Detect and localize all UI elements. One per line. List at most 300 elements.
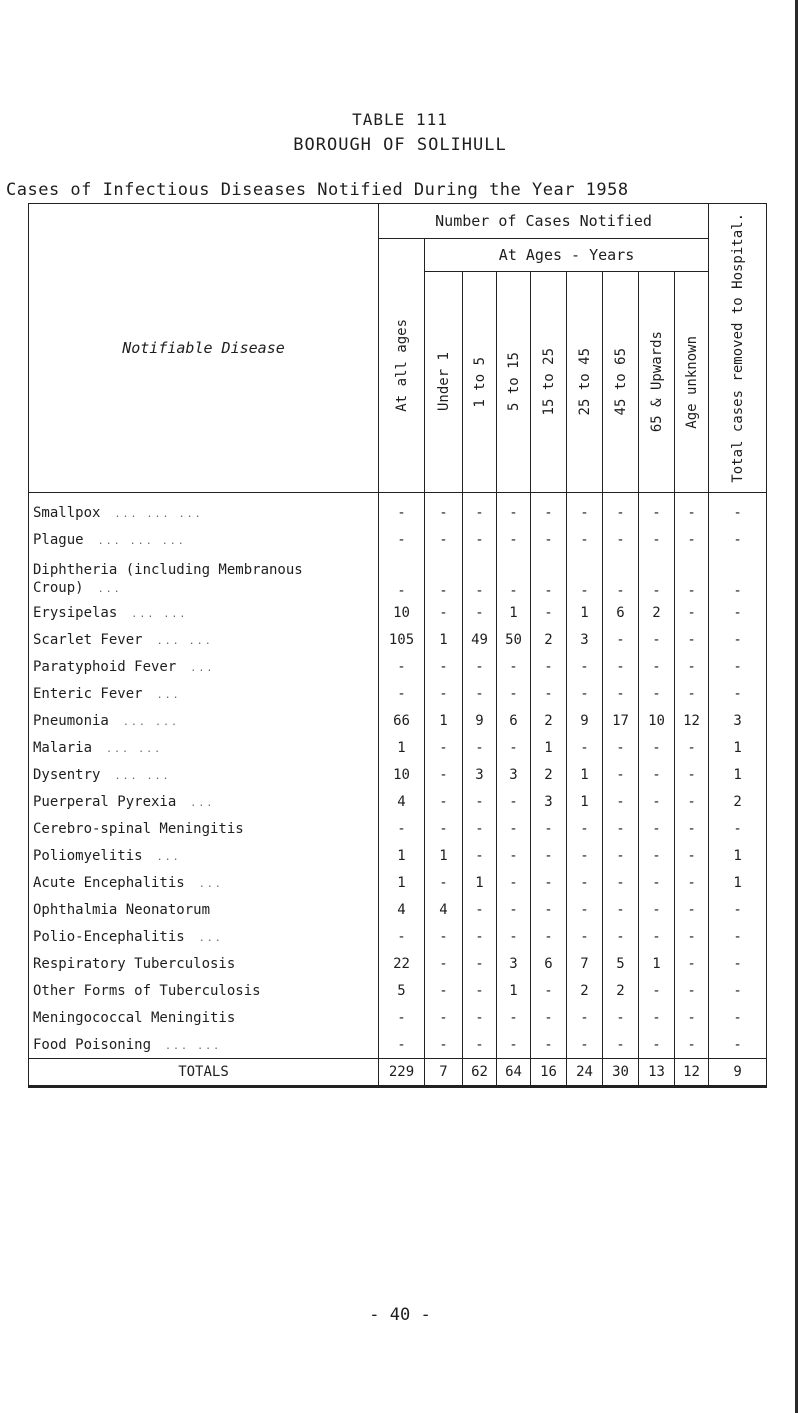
age-unknown-label: Age unknown	[683, 335, 700, 429]
cell-5-15: 50	[497, 626, 531, 653]
all-ages-label: At all ages	[393, 319, 410, 412]
cell-age-unknown: -	[675, 788, 709, 815]
cell-65-up: -	[639, 626, 675, 653]
leader-dots: ...	[156, 851, 181, 863]
disease-label: Pneumonia	[33, 712, 109, 729]
cell-1-5: 3	[463, 761, 497, 788]
cell-15-25: 2	[531, 761, 567, 788]
cell-15-25: -	[531, 526, 567, 553]
cell-15-25: -	[531, 653, 567, 680]
cell-15-25: -	[531, 977, 567, 1004]
cell-25-45: -	[567, 923, 603, 950]
cell-age-unknown: -	[675, 680, 709, 707]
document-title: BOROUGH OF SOLIHULL	[293, 135, 507, 155]
cases-notified-header: Number of Cases Notified	[379, 204, 709, 239]
table-row	[29, 653, 767, 680]
disease-label: Respiratory Tuberculosis	[33, 955, 236, 972]
cell-under-1: -	[425, 977, 463, 1004]
ages-header: At Ages - Years	[425, 239, 709, 272]
disease-label: Smallpox	[33, 504, 101, 521]
cell-all-ages: -	[379, 526, 425, 553]
cell-age-unknown: -	[675, 896, 709, 923]
disease-name	[29, 950, 379, 977]
table-row	[29, 526, 767, 553]
cell-25-45: -	[567, 1004, 603, 1031]
disease-name	[29, 653, 379, 680]
totals-15-25: 16	[531, 1059, 567, 1087]
cell-65-up: -	[639, 842, 675, 869]
disease-label: Diphtheria (including Membranous Croup)	[33, 562, 303, 596]
cell-under-1: -	[425, 923, 463, 950]
totals-5-15: 64	[497, 1059, 531, 1087]
disease-name	[29, 815, 379, 842]
leader-dots: ... ...	[165, 1040, 222, 1052]
leader-dots: ...	[198, 932, 223, 944]
totals-all-ages: 229	[379, 1059, 425, 1087]
cell-all-ages: -	[379, 923, 425, 950]
cell-hospital: -	[709, 653, 767, 680]
cell-hospital: -	[709, 626, 767, 653]
cell-hospital: 1	[709, 842, 767, 869]
cell-65-up: -	[639, 553, 675, 599]
cell-65-up: -	[639, 1004, 675, 1031]
cell-45-65: -	[603, 553, 639, 599]
cell-65-up: -	[639, 526, 675, 553]
table-row	[29, 707, 767, 734]
cell-25-45: -	[567, 653, 603, 680]
age-1-5-column-header	[463, 272, 497, 493]
leader-dots: ... ...	[131, 608, 188, 620]
cell-age-unknown: -	[675, 923, 709, 950]
cell-25-45: 9	[567, 707, 603, 734]
cell-age-unknown: -	[675, 653, 709, 680]
cell-1-5: 9	[463, 707, 497, 734]
cell-hospital: -	[709, 680, 767, 707]
cell-65-up: -	[639, 734, 675, 761]
totals-25-45: 24	[567, 1059, 603, 1087]
cell-all-ages: -	[379, 815, 425, 842]
cell-25-45: -	[567, 553, 603, 599]
age-5-15-label: 5 to 15	[505, 352, 522, 412]
cell-under-1: -	[425, 734, 463, 761]
cell-hospital: 1	[709, 869, 767, 896]
under-1-column-header	[425, 272, 463, 493]
cell-under-1: -	[425, 788, 463, 815]
cell-age-unknown: -	[675, 626, 709, 653]
cell-under-1: 4	[425, 896, 463, 923]
age-45-65-column-header	[603, 272, 639, 493]
table-row	[29, 977, 767, 1004]
disease-name	[29, 788, 379, 815]
table-row	[29, 599, 767, 626]
cell-age-unknown: -	[675, 599, 709, 626]
age-65-up-label: 65 & Upwards	[648, 331, 665, 433]
cell-age-unknown: -	[675, 734, 709, 761]
cell-45-65: -	[603, 626, 639, 653]
table-row	[29, 493, 767, 527]
disease-label: Plague	[33, 531, 84, 548]
cell-1-5: 49	[463, 626, 497, 653]
age-5-15-column-header	[497, 272, 531, 493]
totals-1-5: 62	[463, 1059, 497, 1087]
cell-all-ages: -	[379, 653, 425, 680]
age-unknown-column-header	[675, 272, 709, 493]
all-ages-column-header	[379, 239, 425, 493]
cell-45-65: -	[603, 815, 639, 842]
cell-under-1: -	[425, 680, 463, 707]
cell-25-45: -	[567, 680, 603, 707]
cell-all-ages: 22	[379, 950, 425, 977]
age-1-5-label: 1 to 5	[471, 356, 488, 408]
cell-5-15: -	[497, 553, 531, 599]
leader-dots: ... ... ...	[114, 508, 203, 520]
table-row	[29, 815, 767, 842]
disease-label: Acute Encephalitis	[33, 874, 185, 891]
cell-5-15: -	[497, 493, 531, 527]
cell-5-15: 1	[497, 977, 531, 1004]
cell-1-5: -	[463, 923, 497, 950]
cell-all-ages: 4	[379, 788, 425, 815]
cell-1-5: -	[463, 734, 497, 761]
disease-label: Dysentry	[33, 766, 101, 783]
cell-under-1: 1	[425, 842, 463, 869]
table-row	[29, 1004, 767, 1031]
cell-age-unknown: -	[675, 493, 709, 527]
cell-hospital: -	[709, 1004, 767, 1031]
cell-under-1: 1	[425, 626, 463, 653]
cell-5-15: -	[497, 734, 531, 761]
cell-15-25: 6	[531, 950, 567, 977]
table-row	[29, 1031, 767, 1059]
cell-15-25: -	[531, 815, 567, 842]
cell-all-ages: 4	[379, 896, 425, 923]
cell-1-5: -	[463, 842, 497, 869]
page-edge-line	[795, 0, 798, 1413]
cell-all-ages: 1	[379, 842, 425, 869]
cell-15-25: -	[531, 869, 567, 896]
cell-65-up: -	[639, 923, 675, 950]
disease-label: Food Poisoning	[33, 1036, 152, 1053]
cell-5-15: -	[497, 842, 531, 869]
disease-label: Enteric Fever	[33, 685, 143, 702]
cell-all-ages: 66	[379, 707, 425, 734]
cell-all-ages: 105	[379, 626, 425, 653]
disease-column-header: Notifiable Disease	[29, 204, 379, 493]
cell-all-ages: 10	[379, 761, 425, 788]
cell-15-25: -	[531, 1031, 567, 1059]
cell-all-ages: -	[379, 1031, 425, 1059]
cell-1-5: -	[463, 526, 497, 553]
cell-1-5: -	[463, 977, 497, 1004]
disease-name	[29, 923, 379, 950]
disease-label: Puerperal Pyrexia	[33, 793, 177, 810]
cell-5-15: -	[497, 680, 531, 707]
cell-25-45: 3	[567, 626, 603, 653]
disease-name	[29, 526, 379, 553]
cell-hospital: 1	[709, 761, 767, 788]
table-row	[29, 869, 767, 896]
cell-45-65: -	[603, 842, 639, 869]
cell-age-unknown: -	[675, 977, 709, 1004]
cell-under-1: -	[425, 599, 463, 626]
cell-5-15: 3	[497, 761, 531, 788]
disease-name	[29, 1031, 379, 1059]
cell-45-65: -	[603, 869, 639, 896]
totals-under-1: 7	[425, 1059, 463, 1087]
table-row	[29, 680, 767, 707]
cell-5-15: -	[497, 896, 531, 923]
cell-5-15: -	[497, 815, 531, 842]
cell-65-up: -	[639, 761, 675, 788]
totals-row	[29, 1059, 767, 1087]
cell-hospital: -	[709, 950, 767, 977]
cell-under-1: -	[425, 950, 463, 977]
cell-25-45: 1	[567, 788, 603, 815]
table-row	[29, 626, 767, 653]
cell-45-65: 6	[603, 599, 639, 626]
cell-15-25: -	[531, 599, 567, 626]
leader-dots: ...	[190, 662, 215, 674]
cell-hospital: -	[709, 553, 767, 599]
totals-unknown: 12	[675, 1059, 709, 1087]
cell-5-15: -	[497, 923, 531, 950]
table-row	[29, 896, 767, 923]
cell-45-65: 2	[603, 977, 639, 1004]
age-25-45-column-header	[567, 272, 603, 493]
cell-45-65: 17	[603, 707, 639, 734]
disease-name	[29, 626, 379, 653]
age-45-65-label: 45 to 65	[612, 348, 629, 416]
cell-age-unknown: -	[675, 526, 709, 553]
cell-65-up: -	[639, 977, 675, 1004]
cell-45-65: -	[603, 788, 639, 815]
totals-hospital: 9	[709, 1059, 767, 1087]
cell-age-unknown: -	[675, 761, 709, 788]
cell-15-25: 2	[531, 626, 567, 653]
disease-name	[29, 761, 379, 788]
table-row	[29, 842, 767, 869]
cell-15-25: -	[531, 842, 567, 869]
cell-under-1: -	[425, 815, 463, 842]
cell-25-45: -	[567, 896, 603, 923]
leader-dots: ...	[198, 878, 223, 890]
cell-1-5: -	[463, 815, 497, 842]
cell-15-25: -	[531, 1004, 567, 1031]
cell-45-65: -	[603, 896, 639, 923]
cell-age-unknown: -	[675, 950, 709, 977]
cell-65-up: -	[639, 896, 675, 923]
cell-65-up: 1	[639, 950, 675, 977]
table-row	[29, 788, 767, 815]
cell-1-5: -	[463, 1031, 497, 1059]
cell-15-25: -	[531, 553, 567, 599]
cell-hospital: -	[709, 1031, 767, 1059]
page-number: - 40 -	[369, 1305, 431, 1325]
cell-hospital: -	[709, 977, 767, 1004]
cell-hospital: -	[709, 896, 767, 923]
cell-15-25: -	[531, 896, 567, 923]
totals-label: TOTALS	[29, 1059, 379, 1087]
age-15-25-column-header	[531, 272, 567, 493]
cell-65-up: 2	[639, 599, 675, 626]
leader-dots: ... ... ...	[97, 535, 186, 547]
cell-5-15: 3	[497, 950, 531, 977]
cell-25-45: -	[567, 1031, 603, 1059]
leader-dots: ... ...	[114, 770, 171, 782]
cell-15-25: 3	[531, 788, 567, 815]
cell-65-up: 10	[639, 707, 675, 734]
cell-5-15: -	[497, 526, 531, 553]
cell-1-5: 1	[463, 869, 497, 896]
disease-label: Erysipelas	[33, 604, 118, 621]
table-row	[29, 950, 767, 977]
cell-age-unknown: -	[675, 1031, 709, 1059]
cell-15-25: -	[531, 923, 567, 950]
disease-name	[29, 734, 379, 761]
disease-label: Scarlet Fever	[33, 631, 143, 648]
cell-65-up: -	[639, 653, 675, 680]
hospital-column-header	[709, 204, 767, 493]
disease-name	[29, 896, 379, 923]
table-row	[29, 553, 767, 599]
cell-all-ages: 1	[379, 734, 425, 761]
cell-45-65: -	[603, 1031, 639, 1059]
cell-45-65: -	[603, 653, 639, 680]
disease-name	[29, 680, 379, 707]
disease-name	[29, 707, 379, 734]
cell-under-1: -	[425, 553, 463, 599]
cell-25-45: -	[567, 815, 603, 842]
disease-label: Malaria	[33, 739, 93, 756]
cell-1-5: -	[463, 1004, 497, 1031]
totals-45-65: 30	[603, 1059, 639, 1087]
cell-65-up: -	[639, 493, 675, 527]
cell-65-up: -	[639, 869, 675, 896]
document-subtitle: Cases of Infectious Diseases Notified During the Year 1958	[6, 180, 629, 200]
cell-45-65: -	[603, 761, 639, 788]
cell-45-65: -	[603, 734, 639, 761]
cell-1-5: -	[463, 553, 497, 599]
cell-15-25: 1	[531, 734, 567, 761]
cell-5-15: -	[497, 1004, 531, 1031]
cell-25-45: 1	[567, 599, 603, 626]
cell-1-5: -	[463, 599, 497, 626]
cell-65-up: -	[639, 680, 675, 707]
cell-age-unknown: -	[675, 815, 709, 842]
disease-label: Ophthalmia Neonatorum	[33, 901, 211, 918]
cell-25-45: 1	[567, 761, 603, 788]
disease-name	[29, 977, 379, 1004]
cell-under-1: -	[425, 1031, 463, 1059]
cell-all-ages: 10	[379, 599, 425, 626]
cell-25-45: -	[567, 869, 603, 896]
cell-25-45: -	[567, 842, 603, 869]
cell-15-25: -	[531, 680, 567, 707]
cell-all-ages: -	[379, 680, 425, 707]
cell-25-45: -	[567, 734, 603, 761]
disease-label: Other Forms of Tuberculosis	[33, 982, 261, 999]
cell-under-1: -	[425, 761, 463, 788]
cell-hospital: -	[709, 493, 767, 527]
cell-25-45: 2	[567, 977, 603, 1004]
disease-label: Meningococcal Meningitis	[33, 1009, 236, 1026]
leader-dots: ... ...	[156, 635, 213, 647]
disease-name	[29, 493, 379, 527]
cell-under-1: 1	[425, 707, 463, 734]
age-65-up-column-header	[639, 272, 675, 493]
cell-45-65: -	[603, 493, 639, 527]
cell-45-65: 5	[603, 950, 639, 977]
under-1-label: Under 1	[435, 352, 452, 412]
cell-age-unknown: -	[675, 842, 709, 869]
cell-all-ages: 5	[379, 977, 425, 1004]
cell-25-45: 7	[567, 950, 603, 977]
hospital-column-label: Total cases removed to Hospital.	[729, 213, 746, 483]
cell-under-1: -	[425, 653, 463, 680]
cell-hospital: -	[709, 599, 767, 626]
leader-dots: ...	[97, 584, 122, 595]
cell-age-unknown: -	[675, 869, 709, 896]
table-row	[29, 923, 767, 950]
cell-1-5: -	[463, 653, 497, 680]
cell-hospital: -	[709, 526, 767, 553]
cell-15-25: 2	[531, 707, 567, 734]
cell-all-ages: -	[379, 553, 425, 599]
cell-15-25: -	[531, 493, 567, 527]
cell-5-15: 1	[497, 599, 531, 626]
disease-name	[29, 1004, 379, 1031]
cell-5-15: -	[497, 788, 531, 815]
cell-5-15: -	[497, 1031, 531, 1059]
cell-45-65: -	[603, 680, 639, 707]
leader-dots: ...	[156, 689, 181, 701]
cell-1-5: -	[463, 896, 497, 923]
cell-hospital: 3	[709, 707, 767, 734]
table-number: TABLE 111	[352, 110, 448, 129]
cell-hospital: 1	[709, 734, 767, 761]
cell-all-ages: 1	[379, 869, 425, 896]
cell-under-1: -	[425, 869, 463, 896]
disease-label: Cerebro-spinal Meningitis	[33, 820, 244, 837]
disease-label: Polio-Encephalitis	[33, 928, 185, 945]
cell-all-ages: -	[379, 1004, 425, 1031]
leader-dots: ... ...	[106, 743, 163, 755]
totals-65-up: 13	[639, 1059, 675, 1087]
cell-1-5: -	[463, 680, 497, 707]
cell-hospital: -	[709, 815, 767, 842]
disease-label: Poliomyelitis	[33, 847, 143, 864]
cell-65-up: -	[639, 1031, 675, 1059]
cell-hospital: 2	[709, 788, 767, 815]
table-row	[29, 761, 767, 788]
cell-all-ages: -	[379, 493, 425, 527]
cell-45-65: -	[603, 923, 639, 950]
cell-5-15: -	[497, 653, 531, 680]
cell-age-unknown: 12	[675, 707, 709, 734]
disease-name	[29, 869, 379, 896]
leader-dots: ... ...	[122, 716, 180, 728]
disease-name	[29, 599, 379, 626]
cell-45-65: -	[603, 1004, 639, 1031]
disease-name	[29, 842, 379, 869]
cell-under-1: -	[425, 526, 463, 553]
disease-label: Paratyphoid Fever	[33, 658, 177, 675]
age-25-45-label: 25 to 45	[576, 348, 593, 416]
age-15-25-label: 15 to 25	[540, 348, 557, 416]
cell-age-unknown: -	[675, 553, 709, 599]
cell-5-15: 6	[497, 707, 531, 734]
table-row	[29, 734, 767, 761]
